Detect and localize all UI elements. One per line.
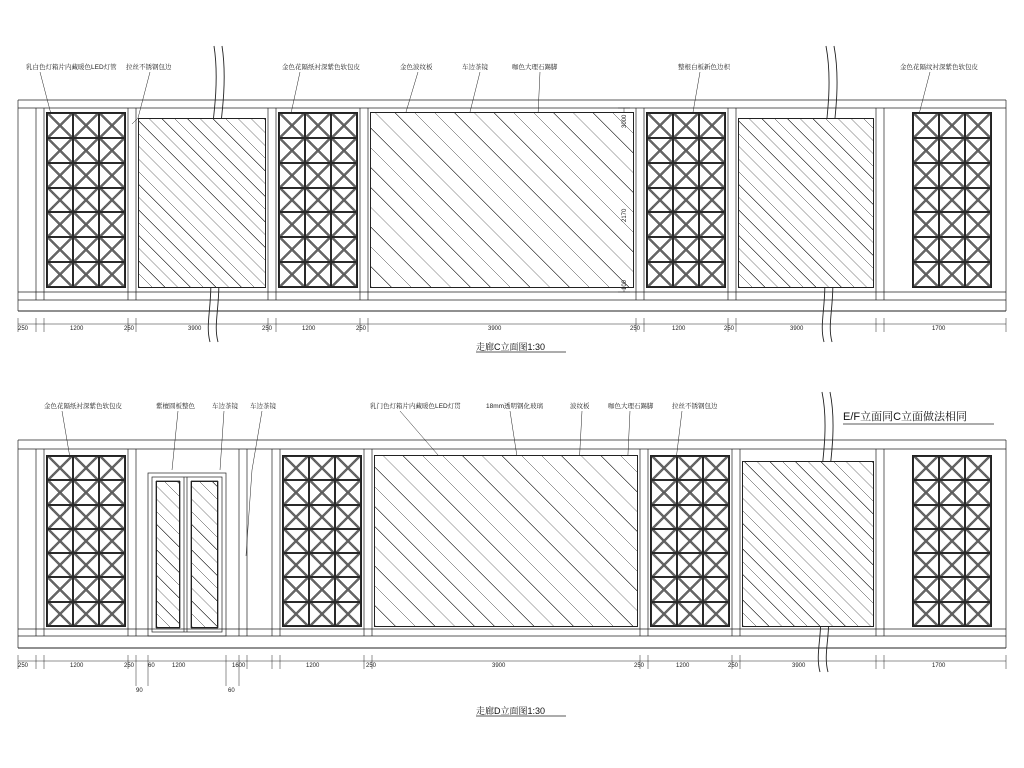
dim-c-4: 3900 <box>188 326 202 332</box>
sheet-note: E/F立面同C立面做法相同 <box>843 411 968 423</box>
label-d-2: 紫檀圆板整色 <box>156 403 195 410</box>
carved-screen-panel <box>46 112 126 288</box>
label-d-5: 乳门色灯箱片内藏暖色LED灯贯 <box>370 403 461 410</box>
label-d-6: 18mm透明钢化玻璃 <box>486 403 544 410</box>
dim-d-14: 1700 <box>932 663 946 669</box>
dim-d-2: 1200 <box>70 663 84 669</box>
label-c-3: 金色花隔纸衬深紫色软包皮 <box>282 64 360 71</box>
dim-c-8: 3900 <box>488 326 502 332</box>
bronze-mirror-bay <box>738 118 874 288</box>
dim-c-12: 3900 <box>790 326 804 332</box>
carved-screen-panel <box>278 112 358 288</box>
carved-screen-panel <box>282 455 362 627</box>
dim-c-7: 250 <box>356 326 367 332</box>
carved-screen-panel <box>646 112 726 288</box>
label-d-9: 拉丝不锈钢包边 <box>672 403 718 410</box>
elevation-d-title: 走廊D立面图1:30 <box>476 706 546 716</box>
bronze-mirror-bay <box>138 118 266 288</box>
dim-d-12: 250 <box>728 663 739 669</box>
label-c-8: 金色花隔纹衬深紫色软包皮 <box>900 64 978 71</box>
dim-d-9: 3900 <box>492 663 506 669</box>
label-c-4: 金色波纹板 <box>400 64 433 71</box>
subdim-d-2: 60 <box>228 688 235 694</box>
dim-d-1: 250 <box>18 663 29 669</box>
dim-d-4: 60 <box>148 663 155 669</box>
door-glass-leaf-left <box>156 481 180 628</box>
label-d-3: 车边茶镜 <box>212 403 238 410</box>
bronze-mirror-bay <box>742 461 874 627</box>
carved-screen-panel <box>650 455 730 627</box>
elevation-c-title: 走廊C立面图1:30 <box>476 342 546 352</box>
dim-c-5: 250 <box>262 326 273 332</box>
dim-d-5: 1200 <box>172 663 186 669</box>
dimv-c-3: 100 <box>622 279 628 290</box>
label-d-4: 车边茶镜 <box>250 403 276 410</box>
dim-c-2: 1200 <box>70 326 84 332</box>
dim-d-7: 1200 <box>306 663 320 669</box>
carved-screen-panel <box>912 455 992 627</box>
label-d-8: 咖色大理石踢脚 <box>608 403 654 410</box>
dim-d-11: 1200 <box>676 663 690 669</box>
dimv-c-2: 2170 <box>622 208 628 222</box>
dim-c-11: 250 <box>724 326 735 332</box>
dim-d-13: 3900 <box>792 663 806 669</box>
dim-d-8: 250 <box>366 663 377 669</box>
subdim-d-1: 90 <box>136 688 143 694</box>
label-c-2: 拉丝不锈钢包边 <box>126 64 172 71</box>
dim-d-6: 1600 <box>232 663 246 669</box>
carved-screen-panel <box>912 112 992 288</box>
label-d-1: 金色花隔纸衬深紫色软包皮 <box>44 403 122 410</box>
dimv-c-1: 3000 <box>622 114 628 128</box>
dim-c-6: 1200 <box>302 326 316 332</box>
door-glass-leaf-right <box>191 481 218 628</box>
dim-c-3: 250 <box>124 326 135 332</box>
glass-wall-bay <box>370 112 634 288</box>
dim-c-9: 250 <box>630 326 641 332</box>
label-c-6: 咖色大理石踢脚 <box>512 64 558 71</box>
label-d-7: 波纹板 <box>570 403 590 410</box>
glass-wall-bay <box>374 455 638 627</box>
dim-d-10: 250 <box>634 663 645 669</box>
dim-c-10: 1200 <box>672 326 686 332</box>
carved-screen-panel <box>46 455 126 627</box>
label-c-1: 乳白色灯箱片内藏暖色LED灯管 <box>26 64 117 71</box>
dim-c-13: 1700 <box>932 326 946 332</box>
dim-d-3: 250 <box>124 663 135 669</box>
label-c-7: 整根白板新色边枳 <box>678 64 730 71</box>
dim-c-1: 250 <box>18 326 29 332</box>
label-c-5: 车边茶镜 <box>462 64 488 71</box>
